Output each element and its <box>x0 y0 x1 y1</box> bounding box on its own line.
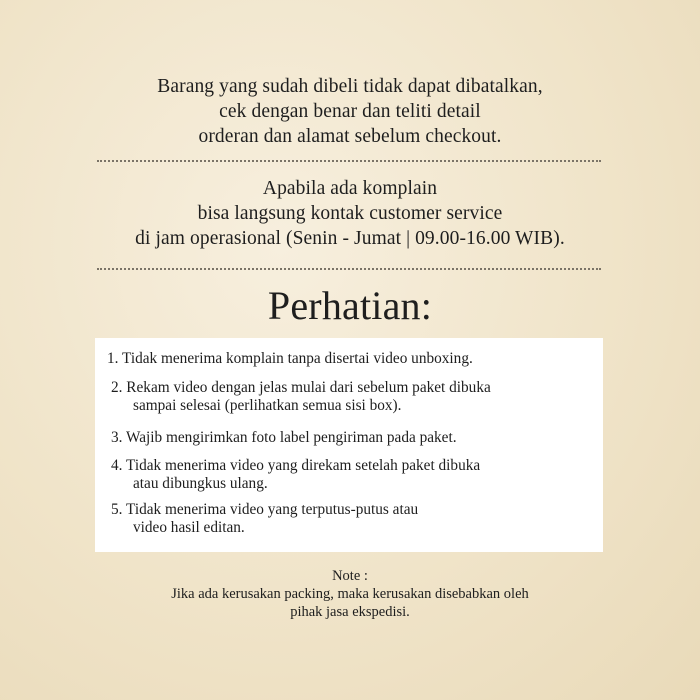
rule-item <box>111 379 491 415</box>
dotted-divider <box>97 268 601 270</box>
intro-line: Barang yang sudah dibeli tidak dapat dibatalkan, <box>157 76 543 97</box>
intro-line: cek dengan benar dan teliti detail <box>219 101 481 122</box>
note-section <box>0 567 700 621</box>
rule-text-continued: atau dibungkus ulang. <box>133 475 268 492</box>
rule-item <box>111 501 418 537</box>
rule-text-continued: sampai selesai (perlihatkan semua sisi box). <box>133 397 402 414</box>
rule-text: 1. Tidak menerima komplain tanpa disertai video unboxing. <box>107 350 473 367</box>
intro-paragraph <box>0 74 700 149</box>
rule-item <box>111 429 457 447</box>
complaint-line: Apabila ada komplain <box>262 178 438 199</box>
rule-text: 5. Tidak menerima video yang terputus-putus atau <box>111 501 419 518</box>
page-title: Perhatian: <box>267 283 433 328</box>
rule-text-continued: video hasil editan. <box>133 519 245 536</box>
intro-line: orderan dan alamat sebelum checkout. <box>198 126 502 147</box>
complaint-paragraph <box>0 176 700 251</box>
rule-text: 4. Tidak menerima video yang direkam setelah paket dibuka <box>111 457 481 474</box>
rule-text: 2. Rekam video dengan jelas mulai dari sebelum paket dibuka <box>111 379 491 396</box>
note-line: Jika ada kerusakan packing, maka kerusakan disebabkan oleh <box>171 586 529 602</box>
rules-box <box>95 338 603 552</box>
rule-item <box>111 457 480 493</box>
note-line: pihak jasa ekspedisi. <box>290 604 410 620</box>
complaint-line: di jam operasional (Senin - Jumat | 09.00-16.00 WIB). <box>135 228 565 249</box>
note-title: Note : <box>332 568 368 584</box>
rule-item <box>107 350 473 368</box>
dotted-divider <box>97 160 601 162</box>
rule-text: 3. Wajib mengirimkan foto label pengiriman pada paket. <box>111 429 457 446</box>
complaint-line: bisa langsung kontak customer service <box>197 203 503 224</box>
